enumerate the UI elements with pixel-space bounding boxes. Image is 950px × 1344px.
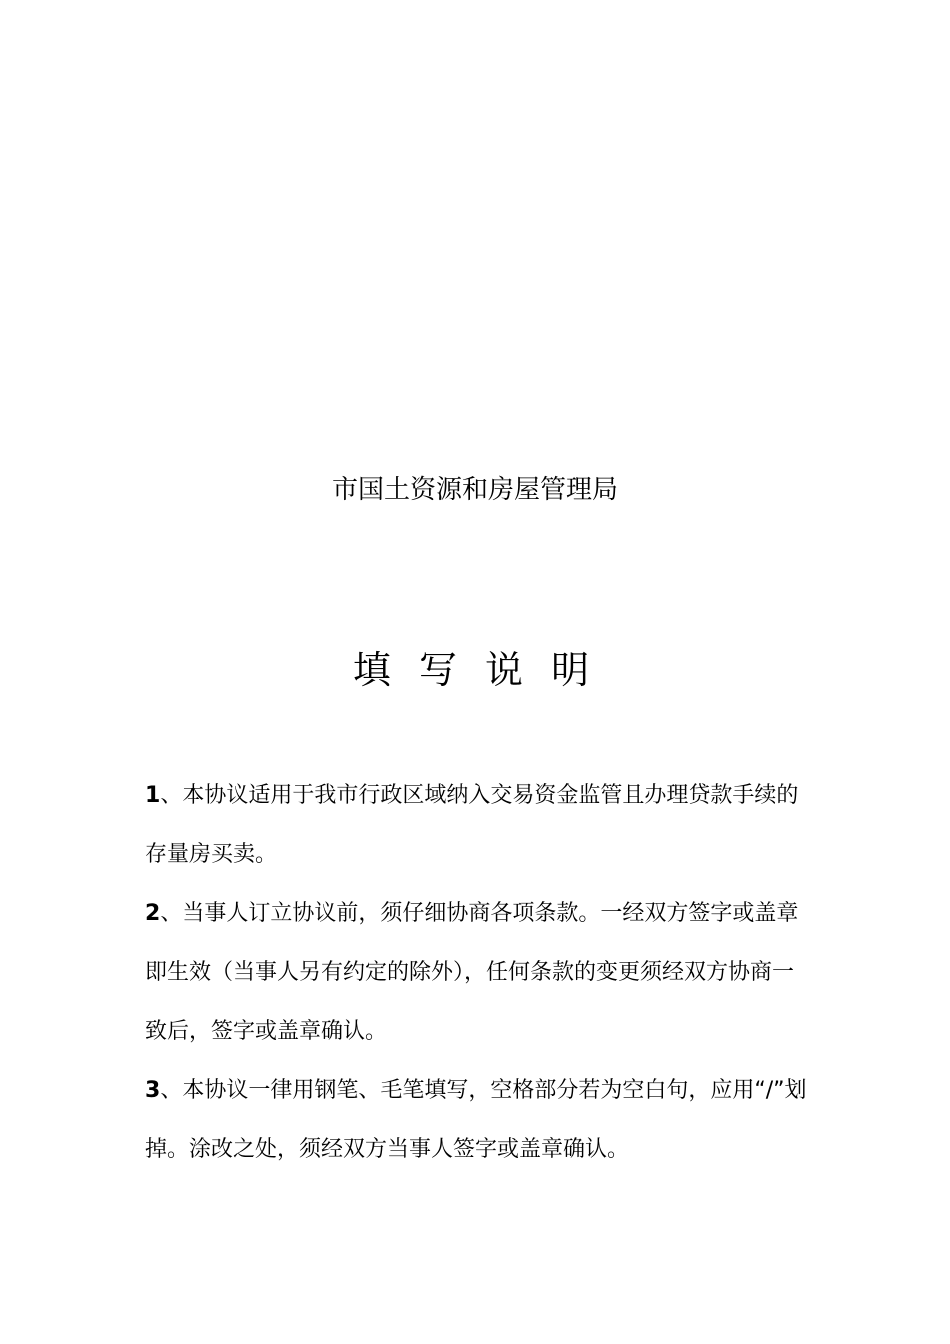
document-title: 填 写 说 明 [352,648,598,693]
instruction-number: 2 [145,901,161,926]
issuer-name: 市国土资源和房屋管理局 [331,475,618,505]
instruction-text: 本协议一律用钢笔、毛笔填写，空格部分若为空白句，应用“/”划掉。涂改之处，须经双方当事人签字或盖章确认。 [145,1078,807,1162]
instruction-text: 当事人订立协议前，须仔细协商各项条款。一经双方签字或盖章即生效（当事人另有约定的除外），任何条款的变更须经双方协商一致后，签字或盖章确认。 [145,901,799,1044]
instruction-item [145,1061,810,1179]
instruction-item [145,766,810,884]
instruction-list [145,766,810,1179]
instruction-item [145,884,810,1061]
instruction-number: 1 [145,783,161,808]
instruction-separator: 、 [160,901,183,926]
instruction-separator: 、 [160,783,183,808]
instruction-text: 本协议适用于我市行政区域纳入交易资金监管且办理贷款手续的存量房买卖。 [145,783,799,867]
instruction-number: 3 [145,1078,161,1103]
instruction-separator: 、 [160,1078,183,1103]
